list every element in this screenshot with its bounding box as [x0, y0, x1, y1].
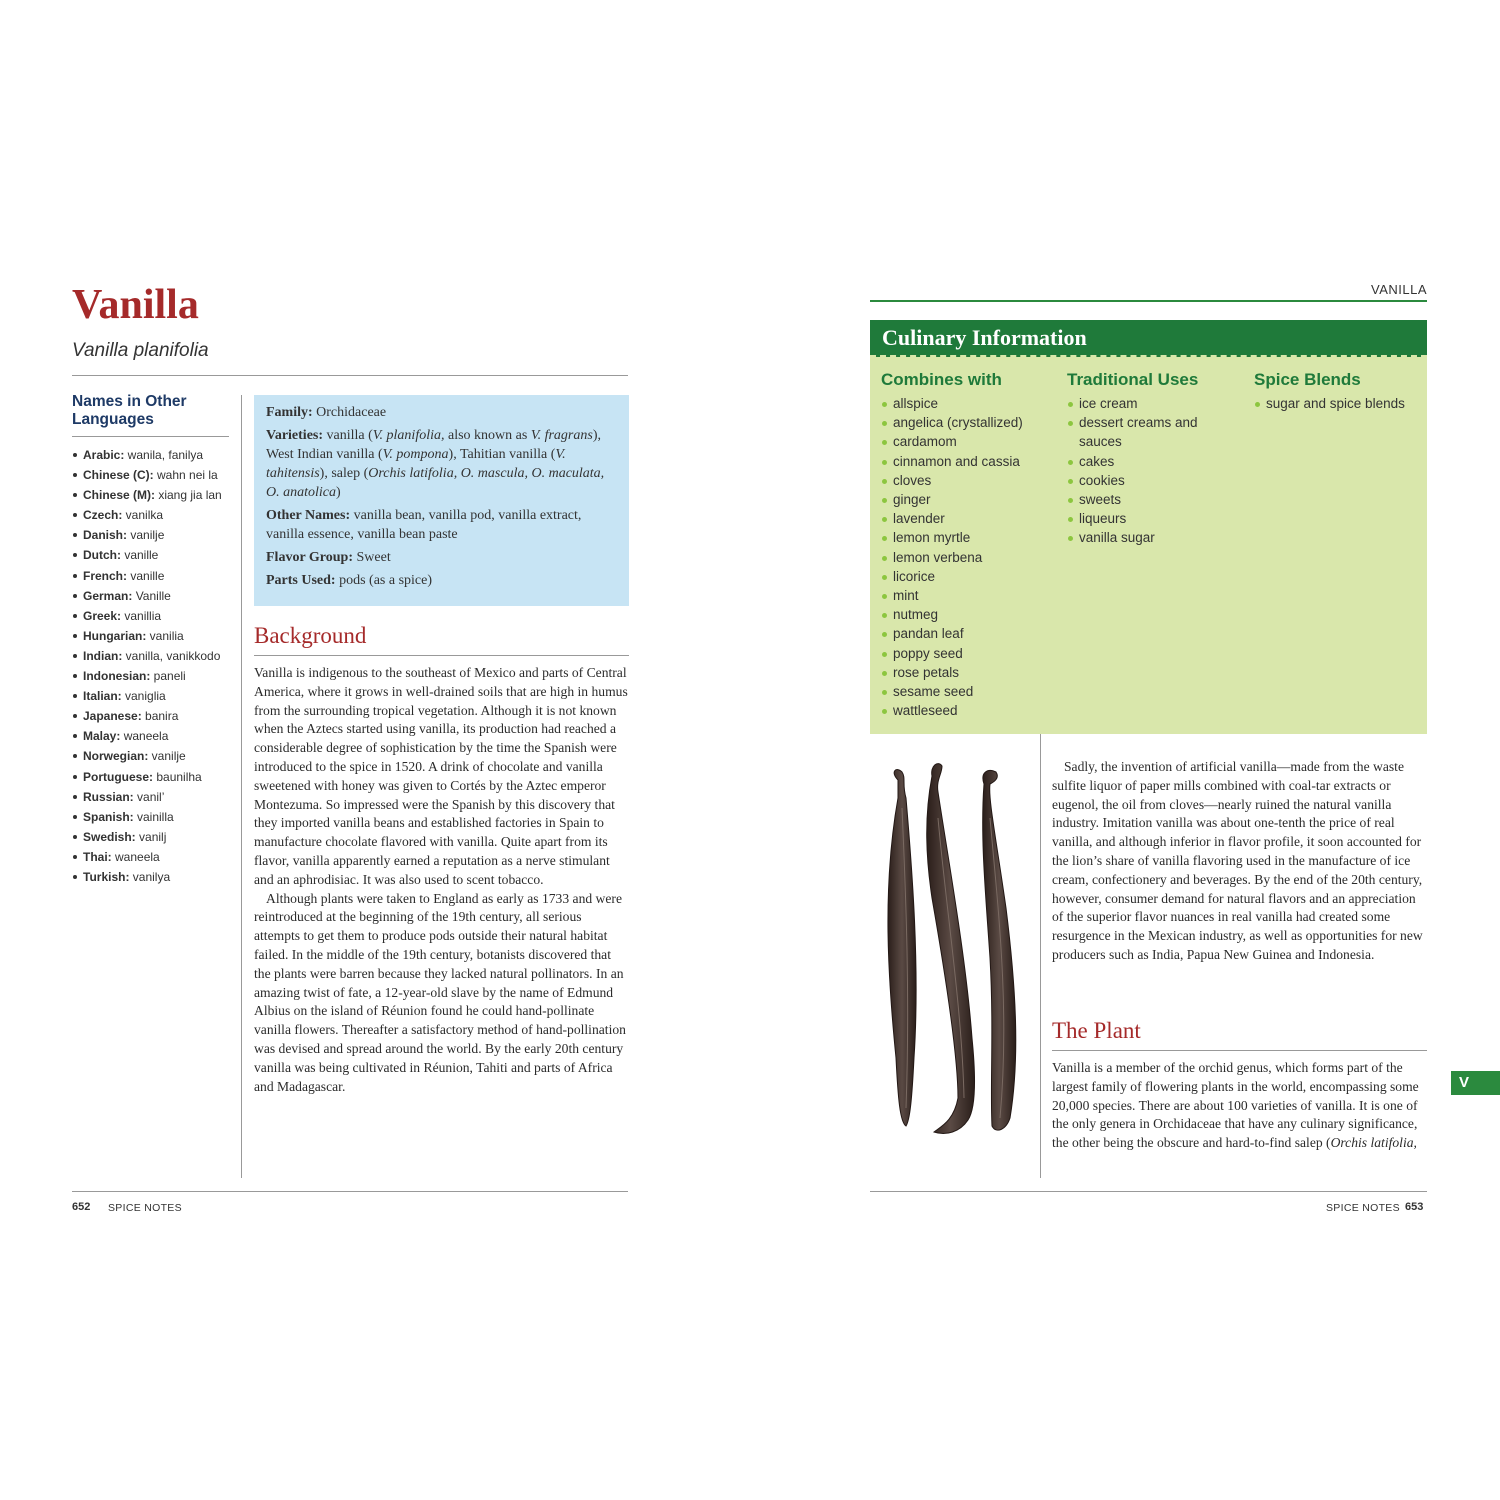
- combines-with-title: Combines with: [881, 370, 1002, 389]
- parts-used-fact: Parts Used: pods (as a spice): [266, 573, 433, 588]
- language-item: German: Vanille: [72, 586, 237, 606]
- spice-blends-list: [1254, 394, 1424, 413]
- language-item: Norwegian: vanilje: [72, 746, 237, 766]
- languages-title: Names in Other Languages: [72, 393, 187, 428]
- culinary-header-band: [870, 320, 1427, 357]
- varieties-fact: Varieties: vanilla (V. planifolia, also known as V. fragrans), West Indian vanilla (V. pompona), Tahitian vanilla (V. tahitensis), salep (Orchis latifolia, O. mascula, O. maculata, O. anatolica): [266, 428, 605, 500]
- vanilla-pod: [888, 770, 916, 1126]
- spice-blends-column: [1254, 368, 1424, 413]
- vanilla-pod: [927, 764, 975, 1134]
- culinary-title: Culinary Information: [882, 325, 1087, 350]
- vanilla-pod: [983, 771, 1016, 1131]
- language-item: Chinese (C): wahn nei la: [72, 465, 237, 485]
- flavor-group-fact: Flavor Group: Sweet: [266, 550, 391, 565]
- language-item: Czech: vanilka: [72, 505, 237, 525]
- divider: [72, 375, 628, 376]
- column-divider: [1040, 734, 1041, 1178]
- language-item: Indian: vanilla, vanikkodo: [72, 646, 237, 666]
- language-item: Turkish: vanilya: [72, 867, 237, 887]
- running-foot: SPICE NOTES: [108, 1202, 182, 1214]
- family-fact: Family: Orchidaceae: [266, 405, 387, 420]
- combines-with-column: [881, 368, 1061, 720]
- language-item: Russian: vanil’: [72, 787, 237, 807]
- culinary-list-item: cardamom: [881, 432, 1061, 451]
- culinary-list-item: lemon myrtle: [881, 528, 1061, 547]
- spice-blends-title: Spice Blends: [1254, 370, 1361, 389]
- plant-heading: The Plant: [1052, 1018, 1141, 1043]
- divider: [870, 300, 1427, 302]
- language-item: Italian: vaniglia: [72, 686, 237, 706]
- background-text: [254, 664, 629, 1096]
- page-title: Vanilla: [72, 282, 199, 328]
- culinary-list-item: wattleseed: [881, 701, 1061, 720]
- culinary-list-item: vanilla sugar: [1067, 528, 1242, 547]
- language-item: Greek: vanillia: [72, 606, 237, 626]
- running-foot: SPICE NOTES: [1326, 1202, 1400, 1214]
- language-item: Spanish: vainilla: [72, 807, 237, 827]
- divider: [254, 655, 629, 656]
- traditional-uses-list: [1067, 394, 1242, 548]
- culinary-list-item: lavender: [881, 509, 1061, 528]
- culinary-list-item: mint: [881, 586, 1061, 605]
- other-names-fact: Other Names: vanilla bean, vanilla pod, vanilla extract, vanilla essence, vanilla bean paste: [266, 508, 582, 542]
- plant-paragraph: Vanilla is a member of the orchid genus, which forms part of the largest family of flowering plants in the world, encompassing some 20,000 species. There are about 100 varieties of vanilla. It is one of the only genera in Orchidaceae that have any culinary significance, the other being the obscure and hard-to-find salep (Orchis latifolia,: [1052, 1060, 1419, 1151]
- language-item: Chinese (M): xiang jia lan: [72, 485, 237, 505]
- language-item: Japanese: banira: [72, 706, 237, 726]
- language-item: Indonesian: paneli: [72, 666, 237, 686]
- divider: [870, 1191, 1427, 1192]
- language-item: Malay: waneela: [72, 726, 237, 746]
- facts-box: [254, 395, 629, 606]
- culinary-list-item: rose petals: [881, 663, 1061, 682]
- culinary-list-item: ice cream: [1067, 394, 1242, 413]
- vanilla-pods-image: [872, 758, 1032, 1138]
- culinary-list-item: poppy seed: [881, 644, 1061, 663]
- running-head: VANILLA: [1370, 282, 1427, 297]
- background-paragraph: Although plants were taken to England as early as 1733 and were reintroduced at the beginning of the 19th century, all serious attempts to get them to produce pods outside their natural habitat failed. In the middle of the 19th century, botanists discovered that the plants were barren because they lacked natural pollinators. In an amazing twist of fate, a 12-year-old slave by the name of Edmund Albius on the island of Réunion found he could hand-pollinate vanilla flowers. Thereafter a satisfactory method of hand-pollination was devised and spread around the world. By the early 20th century vanilla was being cultivated in Réunion, Tahiti and parts of Africa and Madagascar.: [254, 890, 626, 1094]
- background-paragraph: Vanilla is indigenous to the southeast of Mexico and parts of Central America, where it grows in well-drained soils that are high in humus from the surrounding tropical vegetation. Although it is not known when the Aztecs started using vanilla, its production had reached a considerable degree of sophistication by the time the Spanish were introduced to the spice in 1520. A drink of chocolate and vanilla sweetened with honey was given to Cortés by the Aztec emperor Montezuma. So impressed were the Spanish by this discovery that they imported vanilla beans and established factories in Spain to manufacture chocolate flavored with vanilla. Quite apart from its flavor, vanilla apparently earned a reputation as a nerve stimulant and an aphrodisiac. It was also used to scent tobacco.: [254, 665, 628, 887]
- page-number: 652: [72, 1201, 91, 1213]
- culinary-list-item: angelica (crystallized): [881, 413, 1061, 432]
- culinary-list-item: cinnamon and cassia: [881, 452, 1061, 471]
- culinary-list-item: lemon verbena: [881, 548, 1061, 567]
- culinary-list-item: dessert creams and sauces: [1067, 413, 1242, 451]
- traditional-uses-column: [1067, 368, 1242, 548]
- culinary-list-item: nutmeg: [881, 605, 1061, 624]
- culinary-list-item: sugar and spice blends: [1254, 394, 1424, 413]
- latin-name: Vanilla planifolia: [72, 340, 209, 361]
- language-item: Dutch: vanille: [72, 545, 237, 565]
- culinary-list-item: liqueurs: [1067, 509, 1242, 528]
- artificial-vanilla-paragraph: Sadly, the invention of artificial vanilla—made from the waste sulfite liquor of paper mills combined with coal-tar extracts or eugenol, the oil from cloves—nearly ruined the natural vanilla industry. Imitation vanilla was about one-tenth the price of real vanilla, and although inferior in flavor profile, it soon accounted for the lion’s share of vanilla flavoring used in the manufacture of ice cream, confectionery and beverages. By the end of the 20th century, however, consumer demand for natural flavors and an appreciation of the superior flavor nuances in real vanilla had created some resurgence in the Mexican industry, as well as opportunities for new producers such as India, Papua New Guinea and Indonesia.: [1052, 759, 1423, 962]
- culinary-list-item: ginger: [881, 490, 1061, 509]
- thumb-index-tab: V: [1451, 1071, 1500, 1095]
- culinary-list-item: licorice: [881, 567, 1061, 586]
- language-item: Hungarian: vanilia: [72, 626, 237, 646]
- language-item: Portuguese: baunilha: [72, 767, 237, 787]
- page-number: 653: [1405, 1201, 1424, 1213]
- language-item: Thai: waneela: [72, 847, 237, 867]
- culinary-list-item: sesame seed: [881, 682, 1061, 701]
- column-divider: [241, 395, 242, 1178]
- language-item: Arabic: wanila, fanilya: [72, 445, 237, 465]
- culinary-list-item: cakes: [1067, 452, 1242, 471]
- languages-list: [72, 445, 237, 887]
- culinary-list-item: cookies: [1067, 471, 1242, 490]
- traditional-uses-title: Traditional Uses: [1067, 370, 1199, 389]
- divider: [72, 436, 229, 437]
- culinary-list-item: pandan leaf: [881, 624, 1061, 643]
- culinary-list-item: cloves: [881, 471, 1061, 490]
- language-item: Danish: vanilje: [72, 525, 237, 545]
- divider: [72, 1191, 628, 1192]
- combines-with-list: [881, 394, 1061, 720]
- divider: [1052, 1050, 1427, 1051]
- language-item: Swedish: vanilj: [72, 827, 237, 847]
- culinary-info-box: [870, 320, 1427, 734]
- culinary-list-item: allspice: [881, 394, 1061, 413]
- culinary-list-item: sweets: [1067, 490, 1242, 509]
- background-heading: Background: [254, 623, 367, 648]
- language-item: French: vanille: [72, 566, 237, 586]
